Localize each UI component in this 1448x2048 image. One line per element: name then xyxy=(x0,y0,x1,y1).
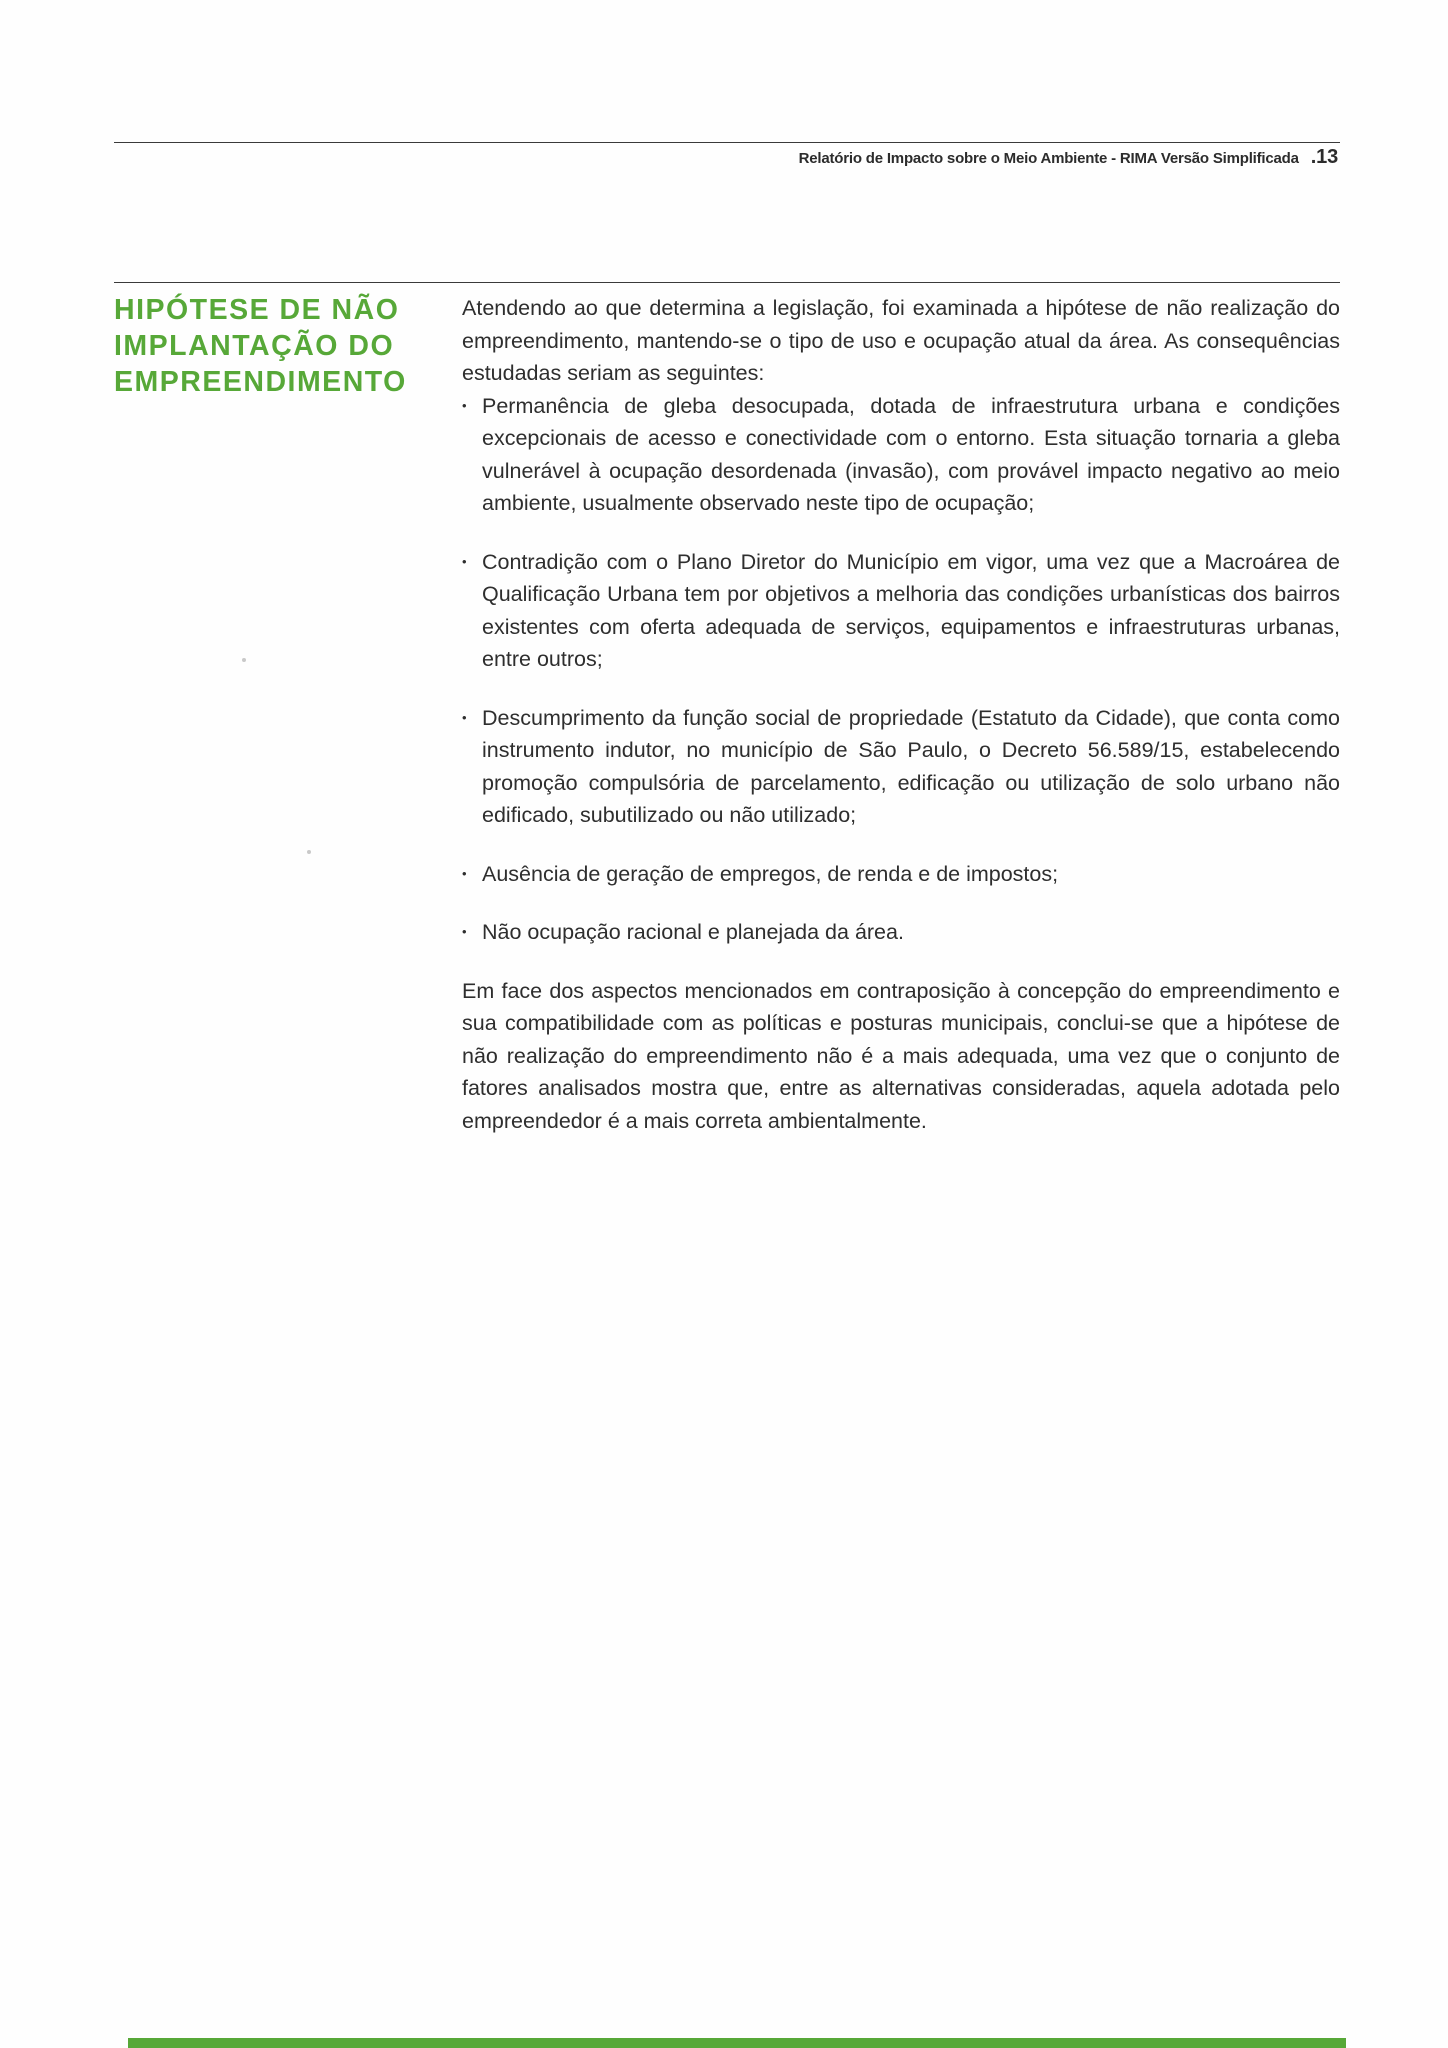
consequence-list xyxy=(462,390,1340,949)
list-item-text: Permanência de gleba desocupada, dotada de infraestrutura urbana e condições excepcionais de acesso e conectividade com o entorno. Esta situação tornaria a gleba vulnerável à ocupação desordenada (invasão), com provável impacto negativo ao meio ambiente, usualmente observado neste tipo de ocupação; xyxy=(482,393,1340,515)
bullet-icon: • xyxy=(462,397,467,413)
scan-speck xyxy=(242,658,246,662)
section-title-line: EMPREENDIMENTO xyxy=(114,366,407,398)
list-item-text: Descumprimento da função social de propriedade (Estatuto da Cidade), que conta como instrumento indutor, no município de São Paulo, o Decreto 56.589/15, estabelecendo promoção compulsória de parcelamento, edificação ou utilização de solo urbano não edificado, subutilizado ou não utilizado; xyxy=(482,705,1340,827)
running-header xyxy=(799,146,1338,169)
list-item-text: Ausência de geração de empregos, de renda e de impostos; xyxy=(482,861,1059,886)
list-item xyxy=(462,546,1340,676)
scan-speck xyxy=(307,850,311,854)
list-item-text: Contradição com o Plano Diretor do Município em vigor, uma vez que a Macroárea de Qualificação Urbana tem por objetivos a melhoria das condições urbanísticas dos bairros existentes com oferta adequada de serviços, equipamentos e infraestruturas urbanas, entre outros; xyxy=(482,549,1340,671)
bullet-icon: • xyxy=(462,865,467,881)
list-item xyxy=(462,702,1340,832)
bullet-icon: • xyxy=(462,553,467,569)
bullet-icon: • xyxy=(462,709,467,725)
footer-accent-bar xyxy=(128,2038,1346,2048)
section-title-line: HIPÓTESE DE NÃO xyxy=(114,294,400,326)
section-rule xyxy=(114,282,1340,283)
running-title: Relatório de Impacto sobre o Meio Ambiente - RIMA Versão Simplificada xyxy=(798,150,1299,167)
header-rule xyxy=(114,142,1340,143)
list-item xyxy=(462,858,1340,891)
page-number: .13 xyxy=(1310,146,1338,168)
intro-paragraph: Atendendo ao que determina a legislação, foi examinada a hipótese de não realização do empreendimento, mantendo-se o tipo de uso e ocupação atual da área. As consequências estudadas seriam as seguintes: xyxy=(462,296,1340,385)
list-item xyxy=(462,390,1340,520)
section-title-line: IMPLANTAÇÃO DO xyxy=(114,330,395,362)
bullet-icon: • xyxy=(462,924,467,939)
list-item xyxy=(462,916,1340,949)
body-text xyxy=(462,292,1340,1137)
list-item-text: Não ocupação racional e planejada da área. xyxy=(482,920,904,944)
conclusion-paragraph: Em face dos aspectos mencionados em contraposição à concepção do empreendimento e sua compatibilidade com as políticas e posturas municipais, conclui-se que a hipótese de não realização do empreendimento não é a mais adequada, uma vez que o conjunto de fatores analisados mostra que, entre as alternativas consideradas, aquela adotada pelo empreendedor é a mais correta ambientalmente. xyxy=(462,978,1340,1133)
section-title xyxy=(114,292,434,400)
